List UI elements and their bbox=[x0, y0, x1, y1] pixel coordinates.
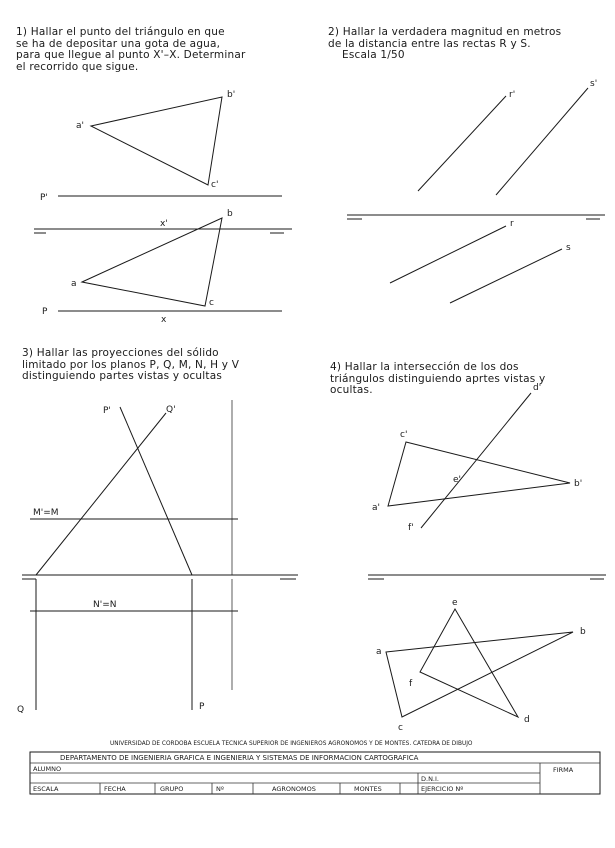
label-a-prime-4: a' bbox=[372, 503, 380, 513]
label-b-prime: b' bbox=[227, 90, 236, 100]
triangle-vertical-projection bbox=[91, 97, 222, 185]
label-r-prime: r' bbox=[509, 90, 516, 100]
label-Q-3: Q bbox=[17, 705, 25, 715]
line-r-prime bbox=[418, 96, 506, 191]
label-f-4: f bbox=[409, 679, 413, 689]
university-header: UNIVERSIDAD DE CORDOBA ESCUELA TECNICA SUPERIOR DE INGENIEROS AGRONOMOS Y DE MONTES. CATEDRA DE DIBUJO bbox=[110, 741, 473, 747]
dni-label: D.N.I. bbox=[421, 775, 439, 783]
label-s: s bbox=[566, 243, 571, 253]
montes-label: MONTES bbox=[354, 785, 382, 793]
label-M: M'=M bbox=[33, 508, 59, 518]
label-Q-prime-3: Q' bbox=[166, 405, 176, 415]
label-a-prime: a' bbox=[76, 121, 84, 131]
triangle-horizontal-projection bbox=[82, 218, 222, 306]
label-c-prime: c' bbox=[211, 180, 219, 190]
problem-2-statement: 2) Hallar la verdadera magnitud en metros de la distancia entre las rectas R y S. Escala 1/50 bbox=[328, 26, 562, 61]
problem-1-statement: 1) Hallar el punto del triángulo en que se ha de depositar una gota de agua, para que llegue al punto X'–X. Determinar el recorrido que sigue. bbox=[16, 26, 246, 73]
label-e-4: e bbox=[452, 598, 458, 608]
line-s-prime bbox=[496, 88, 588, 195]
triangle-abc-horizontal bbox=[386, 632, 573, 717]
problem-4-statement: 4) Hallar la intersección de los dos triángulos distinguiendo aprtes vistas y ocultas. bbox=[330, 361, 546, 396]
problem-2-drawing bbox=[347, 79, 605, 303]
label-N: N'=N bbox=[93, 600, 117, 610]
label-d-4: d bbox=[524, 715, 530, 725]
label-P-3: P bbox=[199, 702, 205, 712]
label-b: b bbox=[227, 209, 233, 219]
label-P-prime-3: P' bbox=[103, 406, 111, 416]
label-b-prime-4: b' bbox=[574, 479, 583, 489]
line-df-prime bbox=[421, 393, 531, 528]
scale-label: ESCALA bbox=[33, 785, 59, 793]
exercise-number-label: EJERCICIO Nº bbox=[421, 785, 464, 793]
label-b-4: b bbox=[580, 627, 586, 637]
number-label: Nº bbox=[216, 785, 224, 793]
label-c-prime-4: c' bbox=[400, 430, 408, 440]
problem-3-drawing bbox=[17, 400, 298, 715]
triangle-abc-vertical bbox=[388, 442, 570, 506]
label-c: c bbox=[209, 298, 214, 308]
label-c-4: c bbox=[398, 723, 403, 733]
line-r bbox=[390, 226, 506, 283]
signature-label: FIRMA bbox=[553, 766, 574, 774]
label-a: a bbox=[71, 279, 77, 289]
label-x-prime: x' bbox=[160, 219, 168, 229]
label-e-prime: e' bbox=[453, 475, 462, 485]
label-P: P bbox=[42, 307, 48, 317]
trace-Q-prime-3 bbox=[36, 413, 166, 575]
student-label: ALUMNO bbox=[33, 765, 62, 773]
label-s-prime: s' bbox=[590, 79, 598, 89]
label-r: r bbox=[510, 219, 514, 229]
label-P-prime: P' bbox=[40, 193, 48, 203]
agronomos-label: AGRONOMOS bbox=[272, 785, 316, 793]
label-d-prime: d' bbox=[533, 383, 542, 393]
date-label: FECHA bbox=[104, 785, 126, 793]
department-name: DEPARTAMENTO DE INGENIERIA GRAFICA E INGENIERIA Y SISTEMAS DE INFORMACION CARTOGRAFICA bbox=[60, 754, 419, 762]
label-x: x bbox=[161, 315, 167, 325]
trace-P-prime-3 bbox=[120, 407, 192, 575]
label-a-4: a bbox=[376, 647, 382, 657]
line-s bbox=[450, 249, 562, 303]
problem-3-statement: 3) Hallar las proyecciones del sólido limitado por los planos P, Q, M, N, H y V distinguiendo partes vistas y ocultas bbox=[22, 347, 240, 382]
group-label: GRUPO bbox=[160, 785, 184, 793]
label-f-prime: f' bbox=[408, 523, 414, 533]
problem-4-drawing bbox=[368, 383, 606, 733]
problem-1-drawing bbox=[34, 90, 292, 325]
